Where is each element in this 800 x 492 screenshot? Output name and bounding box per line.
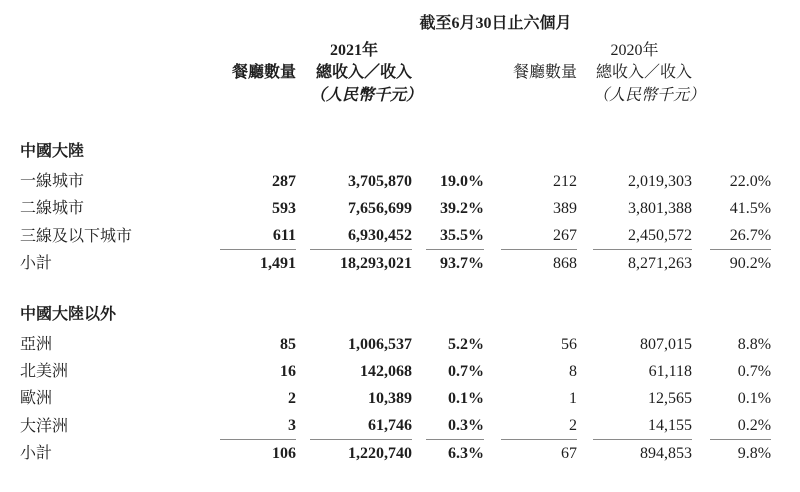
cell-2021-pct: 19.0% xyxy=(440,173,484,190)
column-gap xyxy=(577,195,593,222)
column-gap xyxy=(484,331,501,358)
subtotal-label: 小計 xyxy=(20,255,53,272)
cell-2021-restaurants: 611 xyxy=(220,222,296,250)
col-header-restaurants-2020: 餐廳數量 xyxy=(512,64,577,81)
column-gap xyxy=(412,358,426,385)
cell-2021-restaurants: 106 xyxy=(272,445,296,462)
cell-2021-pct: 93.7% xyxy=(440,255,484,272)
column-gap xyxy=(296,222,310,250)
section-header-row xyxy=(20,277,771,331)
row-label: 北美洲 xyxy=(20,363,69,380)
col-header-revenue-2020: 總收入／收入 xyxy=(595,64,692,81)
unit-label-2020: （人民幣千元） xyxy=(593,87,706,104)
cell-2021-revenue: 1,006,537 xyxy=(348,336,412,353)
column-gap xyxy=(296,358,310,385)
column-gap xyxy=(296,168,310,195)
spacer-cell xyxy=(20,60,220,82)
column-gap xyxy=(484,412,501,440)
cell-2021-revenue: 10,389 xyxy=(368,390,412,407)
column-gap xyxy=(484,385,501,412)
column-gap xyxy=(412,331,426,358)
cell-2020-restaurants: 389 xyxy=(553,200,577,217)
column-gap xyxy=(484,440,501,468)
column-gap xyxy=(296,195,310,222)
table-row xyxy=(20,385,771,412)
cell-2021-revenue: 1,220,740 xyxy=(348,445,412,462)
spacer-cell xyxy=(577,60,593,82)
column-gap xyxy=(296,250,310,278)
spacer-cell xyxy=(296,82,310,105)
table-row xyxy=(20,222,771,250)
column-gap xyxy=(692,168,710,195)
cell-2020-revenue: 3,801,388 xyxy=(628,200,692,217)
spacer-cell xyxy=(412,60,426,82)
spacer-cell xyxy=(296,60,310,82)
cell-2020-revenue: 894,853 xyxy=(640,445,692,462)
column-gap xyxy=(577,385,593,412)
column-gap xyxy=(692,385,710,412)
subtotal-label: 小計 xyxy=(20,445,53,462)
column-gap xyxy=(577,331,593,358)
cell-2021-restaurants: 85 xyxy=(280,336,296,353)
cell-2021-pct: 39.2% xyxy=(440,200,484,217)
cell-2020-restaurants: 267 xyxy=(501,222,577,250)
column-gap xyxy=(577,440,593,468)
column-gap xyxy=(577,168,593,195)
cell-2020-revenue: 61,118 xyxy=(648,363,692,380)
cell-2020-pct: 9.8% xyxy=(737,445,772,462)
cell-2020-restaurants: 56 xyxy=(561,336,577,353)
spacer-cell xyxy=(692,34,771,60)
cell-2021-revenue: 142,068 xyxy=(360,363,412,380)
column-gap xyxy=(412,195,426,222)
unit-label-2021: （人民幣千元） xyxy=(310,87,423,104)
section-header: 中國大陸 xyxy=(20,143,85,160)
spacer-cell xyxy=(577,82,593,105)
column-gap xyxy=(484,168,501,195)
cell-2021-pct: 6.3% xyxy=(448,445,484,462)
cell-2020-revenue: 12,565 xyxy=(648,390,692,407)
cell-2021-pct: 0.1% xyxy=(448,390,484,407)
cell-2021-restaurants: 2 xyxy=(288,390,296,407)
cell-2020-restaurants: 212 xyxy=(553,173,577,190)
cell-2020-revenue: 2,450,572 xyxy=(593,222,692,250)
cell-2020-pct: 90.2% xyxy=(729,255,772,272)
cell-2020-revenue: 8,271,263 xyxy=(628,255,692,272)
row-label: 歐洲 xyxy=(20,390,53,407)
column-gap xyxy=(692,331,710,358)
column-gap xyxy=(412,440,426,468)
spacer-cell xyxy=(710,60,771,82)
cell-2021-restaurants: 1,491 xyxy=(260,255,296,272)
cell-2020-revenue: 14,155 xyxy=(593,412,692,440)
cell-2020-restaurants: 8 xyxy=(569,363,577,380)
column-gap xyxy=(577,222,593,250)
column-gap xyxy=(412,168,426,195)
cell-2020-pct: 22.0% xyxy=(729,173,772,190)
year-row xyxy=(20,34,771,60)
cell-2021-pct: 5.2% xyxy=(448,336,484,353)
cell-2020-restaurants: 2 xyxy=(501,412,577,440)
section-header: 中國大陸以外 xyxy=(20,306,117,323)
column-gap xyxy=(692,440,710,468)
column-gap xyxy=(577,412,593,440)
cell-2021-pct: 0.7% xyxy=(448,363,484,380)
column-header-row xyxy=(20,60,771,82)
column-gap xyxy=(692,222,710,250)
row-label: 二線城市 xyxy=(20,200,85,217)
cell-2021-revenue: 61,746 xyxy=(310,412,412,440)
cell-2020-restaurants: 1 xyxy=(569,390,577,407)
table-row xyxy=(20,412,771,440)
column-gap xyxy=(692,358,710,385)
column-gap xyxy=(296,385,310,412)
table-row xyxy=(20,195,771,222)
column-gap xyxy=(577,358,593,385)
subtotal-row xyxy=(20,250,771,278)
table-row xyxy=(20,331,771,358)
spacer-cell xyxy=(20,12,220,34)
cell-2020-pct: 0.7% xyxy=(737,363,772,380)
row-label: 三線及以下城市 xyxy=(20,227,133,245)
spacer-cell xyxy=(20,82,220,105)
spacer-cell xyxy=(710,82,771,105)
row-label: 一線城市 xyxy=(20,173,85,190)
title-row xyxy=(20,12,771,34)
cell-2021-restaurants: 287 xyxy=(272,173,296,190)
section-header-row xyxy=(20,105,771,168)
cell-2020-revenue: 2,019,303 xyxy=(628,173,692,190)
subtotal-row xyxy=(20,440,771,468)
spacer-cell xyxy=(501,82,577,105)
row-label: 大洋洲 xyxy=(20,417,69,435)
col-header-revenue-2021: 總收入／收入 xyxy=(315,64,412,81)
revenue-by-region-table xyxy=(20,12,771,467)
year-2021-label: 2021年 xyxy=(329,42,378,59)
cell-2021-revenue: 6,930,452 xyxy=(310,222,412,250)
cell-2020-pct: 26.7% xyxy=(710,222,771,250)
table-row xyxy=(20,168,771,195)
cell-2020-restaurants: 868 xyxy=(553,255,577,272)
table-title: 截至6月30日止六個月 xyxy=(419,15,572,32)
cell-2021-restaurants: 593 xyxy=(272,200,296,217)
cell-2021-revenue: 3,705,870 xyxy=(348,173,412,190)
spacer-cell xyxy=(20,34,220,60)
spacer-cell xyxy=(412,34,577,60)
cell-2021-revenue: 18,293,021 xyxy=(340,255,412,272)
spacer-cell xyxy=(220,82,296,105)
column-gap xyxy=(484,250,501,278)
currency-unit-row xyxy=(20,82,771,105)
cell-2021-revenue: 7,656,699 xyxy=(348,200,412,217)
row-label: 亞洲 xyxy=(20,336,53,353)
col-header-restaurants-2021: 餐廳數量 xyxy=(231,64,296,81)
table-body xyxy=(20,105,771,467)
column-gap xyxy=(412,250,426,278)
column-gap xyxy=(484,222,501,250)
column-gap xyxy=(577,250,593,278)
cell-2020-pct: 0.2% xyxy=(710,412,771,440)
column-gap xyxy=(692,250,710,278)
year-2020-label: 2020年 xyxy=(610,42,659,59)
column-gap xyxy=(484,358,501,385)
column-gap xyxy=(296,331,310,358)
table-row xyxy=(20,358,771,385)
column-gap xyxy=(484,195,501,222)
cell-2021-restaurants: 16 xyxy=(280,363,296,380)
spacer-cell xyxy=(426,60,484,82)
cell-2020-revenue: 807,015 xyxy=(640,336,692,353)
spacer-cell xyxy=(484,82,501,105)
table-header xyxy=(20,12,771,105)
cell-2020-pct: 0.1% xyxy=(737,390,772,407)
column-gap xyxy=(412,222,426,250)
cell-2020-pct: 41.5% xyxy=(729,200,772,217)
cell-2020-restaurants: 67 xyxy=(561,445,577,462)
column-gap xyxy=(412,385,426,412)
cell-2021-pct: 35.5% xyxy=(426,222,484,250)
column-gap xyxy=(412,412,426,440)
spacer-cell xyxy=(220,34,296,60)
spacer-cell xyxy=(426,82,484,105)
column-gap xyxy=(296,412,310,440)
column-gap xyxy=(692,412,710,440)
column-gap xyxy=(692,195,710,222)
cell-2021-restaurants: 3 xyxy=(220,412,296,440)
column-gap xyxy=(296,440,310,468)
cell-2021-pct: 0.3% xyxy=(426,412,484,440)
cell-2020-pct: 8.8% xyxy=(737,336,772,353)
spacer-cell xyxy=(692,60,710,82)
spacer-cell xyxy=(484,60,501,82)
